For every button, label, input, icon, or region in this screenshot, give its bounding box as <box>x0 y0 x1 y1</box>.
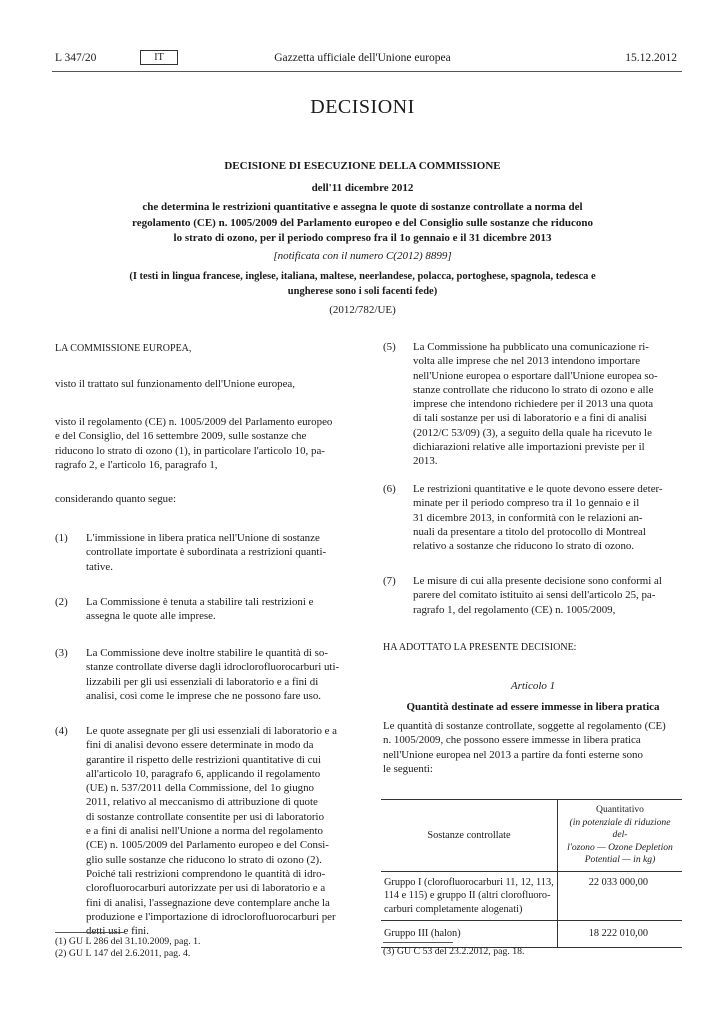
table-row <box>381 921 682 948</box>
page-reference: L 347/20 <box>55 52 97 64</box>
recital-number: (1) <box>55 532 68 544</box>
recital-text: L'immissione in libera pratica nell'Unione di sostanze controllate importate è subordinata a restrizioni quanti- tative. <box>86 532 327 573</box>
footnote: (3) GU C 53 del 23.2.2012, pag. 18. <box>383 946 525 957</box>
recital-number: (7) <box>383 575 396 587</box>
decision-reference: (2012/782/UE) <box>329 304 396 316</box>
section-title: DECISIONI <box>310 96 415 118</box>
authentic-languages-note: (I testi in lingua francese, inglese, italiana, maltese, neerlandese, polacca, portoghese, spagnola, tedesca e ungherese sono i soli facenti fede) <box>129 271 596 297</box>
table-cell-substance: Gruppo I (clorofluorocarburi 11, 12, 113, 114 e 115) e gruppo II (altri clorofluoro- carburi completamente alogenati) <box>381 871 558 921</box>
recital-text: Le restrizioni quantitative e le quote devono essere deter- minate per il periodo compreso tra il 1o gennaio e il 31 dicembre 2013, in conformità con le relazioni an- nuali da presentare a titolo del protocollo di Montreal relativo a sostanze che riducono lo strato di ozono. <box>413 483 663 553</box>
visto-regulation: visto il regolamento (CE) n. 1005/2009 del Parlamento europeo e del Consiglio, del 16 settembre 2009, sulle sostanze che riducono lo strato di ozono (1), in particolare l'articolo 10, pa- ragrafo 2, e l'articolo 16, paragrafo 1, <box>55 416 333 471</box>
visto-treaty: visto il trattato sul funzionamento dell'Unione europea, <box>55 378 295 390</box>
recital-number: (6) <box>383 483 396 495</box>
article-text: Le quantità di sostanze controllate, soggette al regolamento (CE) n. 1005/2009, che possono essere immesse in libera pratica nell'Unione europea nel 2013 a partire da fonti esterne sono le seguenti: <box>383 720 666 775</box>
table-header-substances: Sostanze controllate <box>381 800 558 872</box>
publication-date: 15.12.2012 <box>625 52 677 64</box>
recital-text: La Commissione ha pubblicato una comunicazione ri- volta alle imprese che nel 2013 intendono importare nell'Unione europea o esportare dall'Unione europea so- stanze controllate che riducono lo strato di ozono e alle imprese che intendono richiedere per il 2013 una quota di tali sostanze per usi di laboratorio e a fini di analisi (2012/C 53/09) (3), a seguito della quale ha ricevuto le dichiarazioni relative alle importazioni previste per il 2013. <box>413 341 658 468</box>
recital-number: (3) <box>55 647 68 659</box>
recital-text: La Commissione deve inoltre stabilire le quantità di so- stanze controllate diverse dagli idroclorofluorocarburi uti- lizzabili per gli usi essenziali di laboratorio e a fini di analisi, così come le imprese che ne possono fare uso. <box>86 647 340 702</box>
table-cell-quantity: 18 222 010,00 <box>558 921 683 948</box>
considering-line: considerando quanto segue: <box>55 493 176 505</box>
notification-line: [notificata con il numero C(2012) 8899] <box>273 250 452 262</box>
table-row <box>381 871 682 921</box>
article-label: Articolo 1 <box>510 680 556 692</box>
quantity-table <box>381 799 682 948</box>
recital-number: (4) <box>55 725 68 737</box>
language-code-box: IT <box>140 50 178 65</box>
recital-text: Le misure di cui alla presente decisione sono conformi al parere del comitato istituito ai sensi dell'articolo 25, pa- ragrafo 1, del regolamento (CE) n. 1005/2009, <box>413 575 662 616</box>
recital-number: (5) <box>383 341 396 353</box>
decision-date: dell'11 dicembre 2012 <box>311 182 414 194</box>
journal-title: Gazzetta ufficiale dell'Unione europea <box>274 52 451 64</box>
table-cell-quantity: 22 033 000,00 <box>558 871 683 921</box>
table-cell-substance: Gruppo III (halon) <box>381 921 558 948</box>
adopted-heading: HA ADOTTATO LA PRESENTE DECISIONE: <box>383 642 577 653</box>
footnote: (2) GU L 147 del 2.6.2011, pag. 4. <box>55 948 191 959</box>
recital-number: (2) <box>55 596 68 608</box>
header-rule <box>52 71 682 72</box>
decision-subject: che determina le restrizioni quantitative e assegna le quote di sostanze controllate a norma del regolamento (CE) n. 1005/2009 del Parlamento europeo e del Consiglio sulle sostanze che riducono lo strato di ozono, per il periodo compreso fra il 1o gennaio e il 31 dicembre 2013 <box>132 201 593 244</box>
decision-title: DECISIONE DI ESECUZIONE DELLA COMMISSIONE <box>224 160 501 172</box>
recital-text: La Commissione è tenuta a stabilire tali restrizioni e assegna le quote alle imprese. <box>86 596 314 623</box>
table-header-row <box>381 800 682 872</box>
footnote-rule <box>383 942 453 943</box>
table-header-quantity: Quantitativo (in potenziale di riduzione del- l'ozono — Ozone Depletion Potential — in kg) <box>558 800 683 872</box>
footnote-rule <box>55 932 125 933</box>
footnote: (1) GU L 286 del 31.10.2009, pag. 1. <box>55 936 201 947</box>
article-title: Quantità destinate ad essere immesse in libera pratica <box>406 701 660 713</box>
commission-heading: LA COMMISSIONE EUROPEA, <box>55 343 192 354</box>
recital-text: Le quote assegnate per gli usi essenziali di laboratorio e a fini di analisi devono essere determinate in modo da garantire il rispetto delle restrizioni quantitative di cui all'articolo 10, paragrafo 6, applicando il regolamento (UE) n. 537/2011 della Commissione, del 1o giugno 2011, relativo al meccanismo di attribuzione di quote di sostanze controllate consentite per usi di laboratorio e a fini di analisi nell'Unione a norma del regolamento (CE) n. 1005/2009 del Parlamento europeo e del Consi- glio sulle sostanze che riducono lo strato di ozono (2). Poiché tali restrizioni comprendono le quantità di idro- clorofluorocarburi autorizzate per usi di laboratorio e a fini di analisi, l'assegnazione deve contemplare anche la produzione e l'importazione di idroclorofluorocarburi per detti usi e fini. <box>86 725 338 938</box>
